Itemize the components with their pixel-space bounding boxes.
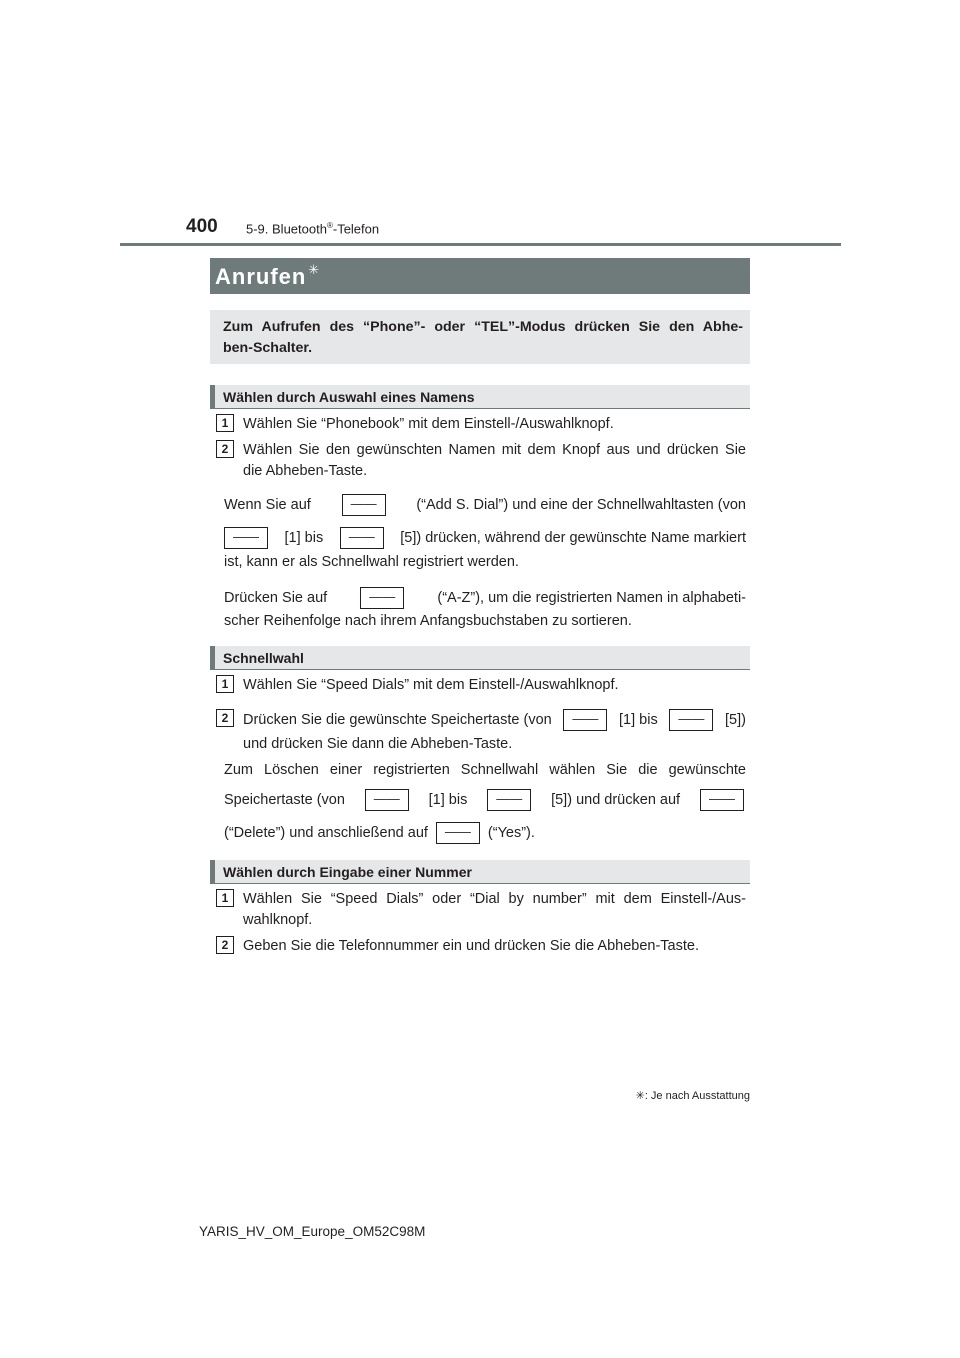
intro-line: ben-Schalter.: [223, 340, 313, 356]
footnote: [636, 1089, 750, 1102]
delete-button-icon: ——: [700, 789, 744, 811]
step-text: [243, 440, 746, 482]
note-text: [1] bis: [284, 529, 324, 546]
step-number-icon: 1: [216, 889, 234, 907]
subsection-accent: [210, 860, 215, 884]
note-text: [5]) und drücken auf: [551, 791, 681, 808]
note-text: (“Delete”) und anschließend auf: [224, 824, 428, 841]
step-number-icon: 1: [216, 675, 234, 693]
speed-dial-5-button-icon: ——: [669, 709, 713, 731]
note-line: [224, 822, 535, 844]
step-text: [243, 889, 746, 931]
note-line: [224, 789, 744, 811]
note-line: [224, 527, 746, 549]
asterisk-icon: ✳: [308, 262, 321, 277]
step-line: Wählen Sie “Speed Dials” oder “Dial by number” mit dem Einstell-/Aus-: [243, 891, 746, 907]
subsection-accent: [210, 646, 215, 670]
registered-mark: ®: [326, 221, 333, 230]
step-number-icon: 2: [216, 440, 234, 458]
speed-dial-1-button-icon: ——: [563, 709, 607, 731]
step-text: Drücken Sie die gewünschte Speichertaste (von: [243, 711, 552, 728]
section-breadcrumb: [246, 221, 379, 236]
step-number-icon: 2: [216, 709, 234, 727]
step-text: [5]): [725, 711, 746, 728]
speed-dial-1-button-icon: ——: [224, 527, 268, 549]
note-text: Zum Löschen einer registrierten Schnellwahl wählen Sie die gewünschte: [224, 762, 746, 778]
page-title-text: Anrufen: [215, 264, 307, 289]
note-text: [1] bis: [428, 791, 468, 808]
step-line: die Abheben-Taste.: [243, 463, 368, 479]
speed-dial-1-button-icon: ——: [365, 789, 409, 811]
step-number-icon: 2: [216, 936, 234, 954]
step-text: Wählen Sie “Speed Dials” mit dem Einstell-/Auswahlknopf.: [243, 677, 619, 693]
note-text: (“Add S. Dial”) und eine der Schnellwahltasten (von: [416, 496, 746, 513]
note-text: Drücken Sie auf: [224, 589, 328, 606]
step-number-icon: 1: [216, 414, 234, 432]
note-text: [5]) drücken, während der gewünschte Name markiert: [400, 529, 746, 546]
note-text: (“Yes”).: [487, 824, 535, 841]
header-rule: [120, 243, 841, 246]
note-text: Speichertaste (von: [224, 791, 345, 808]
speed-dial-5-button-icon: ——: [340, 527, 384, 549]
add-speed-dial-button-icon: ——: [342, 494, 386, 516]
note-text: Wenn Sie auf: [224, 496, 311, 513]
step-text: und drücken Sie dann die Abheben-Taste.: [243, 736, 513, 752]
step-line: wahlknopf.: [243, 912, 313, 928]
intro-line: Zum Aufrufen des “Phone”- oder “TEL”-Modus drücken Sie den Abhe-: [223, 319, 743, 335]
speed-dial-5-button-icon: ——: [487, 789, 531, 811]
page-number: 400: [186, 216, 218, 237]
step-text: [1] bis: [619, 711, 658, 728]
subsection-title: Wählen durch Auswahl eines Namens: [223, 389, 475, 405]
note-text: ist, kann er als Schnellwahl registriert werden.: [224, 554, 519, 570]
subsection-accent: [210, 385, 215, 409]
document-footer: YARIS_HV_OM_Europe_OM52C98M: [199, 1224, 426, 1239]
note-text: (“A-Z”), um die registrierten Namen in alphabeti-: [437, 589, 746, 606]
subsection-title: Wählen durch Eingabe einer Nummer: [223, 864, 472, 880]
step-line: Wählen Sie den gewünschten Namen mit dem Knopf aus und drücken Sie: [243, 442, 746, 458]
footnote-text: : Je nach Ausstattung: [644, 1090, 750, 1102]
asterisk-icon: ✳: [635, 1090, 645, 1102]
note-line: [224, 587, 746, 609]
note-text: scher Reihenfolge nach ihrem Anfangsbuchstaben zu sortieren.: [224, 613, 632, 629]
subsection-title: Schnellwahl: [223, 650, 304, 666]
a-z-button-icon: ——: [360, 587, 404, 609]
section-suffix: -Telefon: [332, 221, 380, 237]
step-text: Wählen Sie “Phonebook” mit dem Einstell-/Auswahlknopf.: [243, 416, 614, 432]
step-text: Geben Sie die Telefonnummer ein und drücken Sie die Abheben-Taste.: [243, 938, 699, 954]
note-line: [224, 494, 746, 516]
step-line: [243, 709, 746, 731]
page-title: [215, 262, 320, 290]
yes-button-icon: ——: [436, 822, 480, 844]
intro-text: [223, 317, 743, 359]
section-prefix: 5-9. Bluetooth: [246, 221, 327, 237]
